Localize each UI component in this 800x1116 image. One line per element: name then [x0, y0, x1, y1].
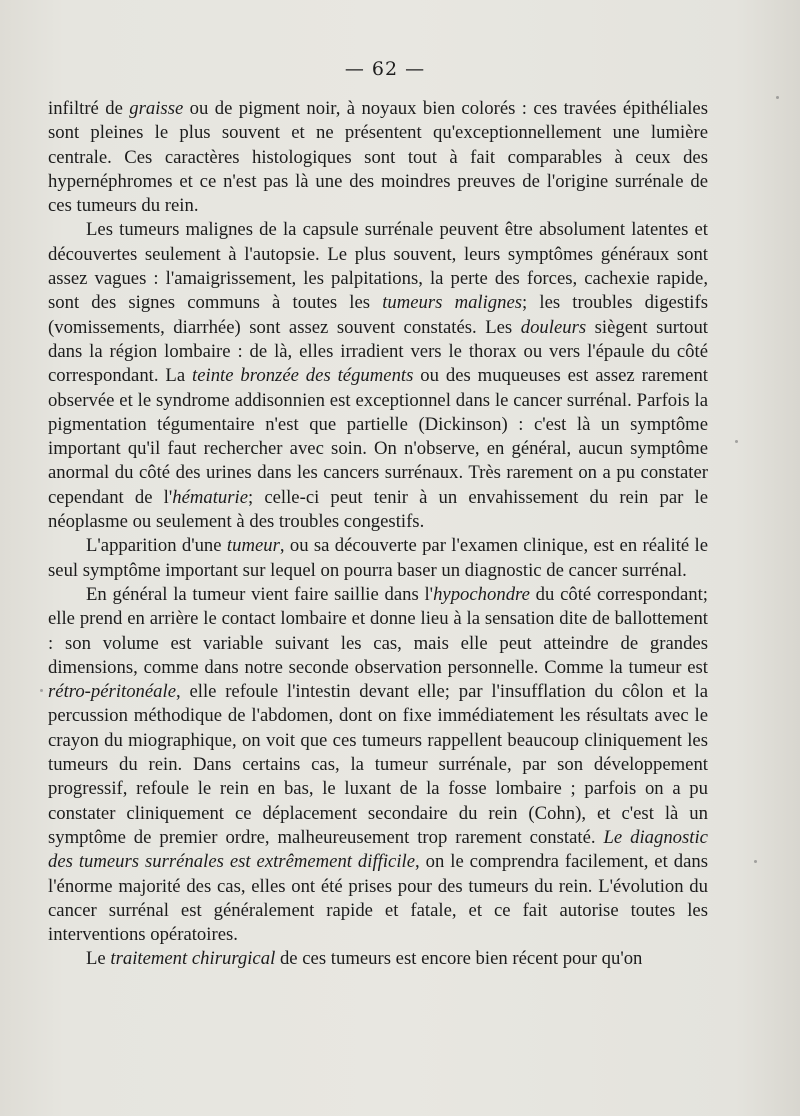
- scan-speck: [40, 689, 43, 692]
- italic-text: hématurie: [172, 486, 248, 508]
- text-run: Le: [86, 948, 111, 970]
- text-run: infiltré de: [48, 98, 130, 119]
- paragraph: [48, 534, 708, 583]
- text-run: du côté correspondant; elle prend en arrière le contact lombaire et donne lieu à la sensation dite de ballottement : son volume est variable suivant les cas, mais elle peut atteindre de grandes dimensions, comme dans notre seconde observation personnelle. Comme la tumeur est: [48, 583, 708, 678]
- body-text: [48, 97, 708, 972]
- scan-speck: [754, 860, 757, 863]
- italic-text: tumeurs malignes: [382, 292, 523, 314]
- text-run: ; les troubles digestifs (vomissements, diarrhée) sont assez souvent constatés. Les: [48, 292, 708, 338]
- text-run: En général la tumeur vient faire saillie dans l': [86, 583, 434, 605]
- text-run: L'apparition d'une: [86, 535, 227, 557]
- text-run: , on le comprendra facilement, et dans l'énorme majorité des cas, elles ont été prises pour des tumeurs du rein. L'évolution du cancer surrénal est généralement rapide et fatale, et ce fait autorise toutes les interventions opératoires.: [48, 851, 708, 946]
- italic-text: Le diagnostic des tumeurs surrénales est extrêmement difficile: [48, 826, 708, 873]
- page-number: — 62 —: [344, 58, 426, 80]
- italic-text: hypochondre: [433, 583, 530, 605]
- italic-text: rétro-péritonéale: [48, 681, 177, 703]
- paragraph: [48, 583, 708, 947]
- text-run: de ces tumeurs est encore bien récent pour qu'on: [275, 948, 643, 970]
- text-run: , elle refoule l'intestin devant elle; par l'insufflation du côlon et la percussion méthodique de l'abdomen, dont on fixe immédiatement les résultats avec le crayon du miographique, on voit que ces tumeurs rappellent beaucoup cliniquement les tumeurs du rein. Dans certains cas, la tumeur surrénale, par son développement progressif, refoule le rein en bas, le luxant de la fosse lombaire ; parfois on a pu constater cliniquement ce déplacement secondaire du rein (Cohn), et c'est là un symptôme de premier ordre, malheureusement trop rarement constaté.: [48, 681, 708, 848]
- text-run: ou des muqueuses est assez rarement observée et le syndrome addisonnien est exceptionnel dans le cancer surrénal. Parfois la pigmentation tégumentaire n'est que partielle (Dickinson) : c'est là un symptôme important qu'il faut rechercher avec soin. On n'observe, en général, aucun symptôme anormal du côté des urines dans les cancers surrénaux. Très rarement on a pu constater cependant de l': [48, 365, 708, 508]
- paragraph: [48, 218, 708, 534]
- italic-text: teinte bronzée des téguments: [192, 365, 414, 387]
- italic-text: douleurs: [520, 316, 587, 338]
- paragraph: [48, 97, 708, 218]
- italic-text: tumeur: [226, 535, 280, 557]
- text-run: ; celle-ci peut tenir à un envahissement du rein par le néoplasme ou seulement à des troubles congestifs.: [48, 486, 708, 533]
- scan-speck: [776, 96, 779, 99]
- text-run: ou de pigment noir, à noyaux bien colorés : ces travées épithéliales sont pleines le plus souvent et ne présentent qu'exceptionnellement une lumière centrale. Ces caractères histologiques sont tout à fait comparables à ceux des hypernéphromes et ce n'est pas là une des moindres preuves de l'origine surrénale de ces tumeurs du rein.: [48, 98, 708, 217]
- scan-speck: [735, 440, 738, 443]
- paragraph: [48, 947, 708, 971]
- text-run: , ou sa découverte par l'examen clinique, est en réalité le seul symptôme important sur lequel on pourra baser un diagnostic de cancer surrénal.: [48, 535, 708, 581]
- text-run: Les tumeurs malignes de la capsule surrénale peuvent être absolument latentes et découvertes seulement à l'autopsie. Le plus souvent, leurs symptômes généraux sont assez vagues : l'amaigrissement, les palpitations, la perte des forces, cachexie rapide, sont des signes communs à toutes les: [48, 219, 708, 314]
- text-run: siègent surtout dans la région lombaire : de là, elles irradient vers le thorax ou vers l'épaule du côté correspondant. La: [48, 316, 709, 387]
- italic-text: traitement chirurgical: [110, 948, 276, 970]
- italic-text: graisse: [129, 98, 184, 119]
